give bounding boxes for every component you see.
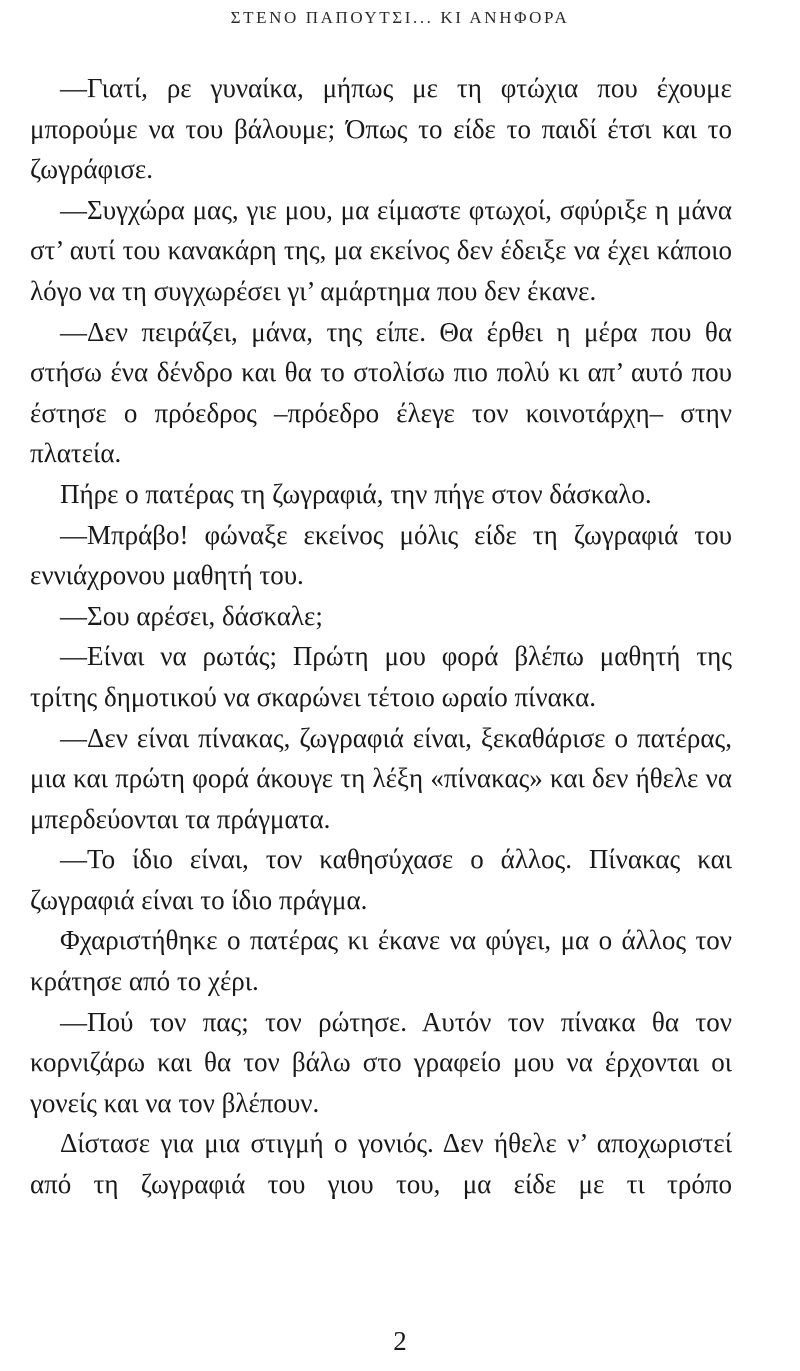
paragraph: —Δεν πειράζει, μάνα, της είπε. Θα έρθει η μέρα που θα στήσω ένα δένδρο και θα το στολίσω πιο πολύ κι απ’ αυτό που έστησε ο πρόεδρος –πρόεδρο έλεγε τον κοινοτάρχη– στην πλατεία.: [30, 316, 732, 469]
page-number: 2: [393, 1326, 407, 1356]
paragraph: —Δεν είναι πίνακας, ζωγραφιά είναι, ξεκαθάρισε ο πατέρας, μια και πρώτη φορά άκουγε τη λέξη «πίνακας» και δεν ήθελε να μπερδεύονται τα πράγματα.: [30, 722, 732, 834]
paragraph: —Το ίδιο είναι, τον καθησύχασε ο άλλος. Πίνακας και ζωγραφιά είναι το ίδιο πράγμα.: [30, 844, 732, 915]
paragraph: —Συγχώρα μας, γιε μου, μα είμαστε φτωχοί, σφύριξε η μάνα στ’ αυτί του κανακάρη της, μα εκείνος δεν έδειξε να έχει κάποιο λόγο να τη συγχωρέσει γι’ αμάρτημα που δεν έκανε.: [30, 194, 732, 306]
paragraph: —Σου αρέσει, δάσκαλε;: [60, 600, 323, 631]
body-text: [30, 68, 732, 1205]
paragraph: —Πού τον πας; τον ρώτησε. Αυτόν τον πίνακα θα τον κορνιζάρω και θα τον βάλω στο γραφείο μου να έρχονται οι γονείς και να τον βλέπουν.: [30, 1006, 732, 1118]
paragraph: Φχαριστήθηκε ο πατέρας κι έκανε να φύγει, μα ο άλλος τον κράτησε από το χέρι.: [30, 925, 732, 997]
paragraph: —Μπράβο! φώναξε εκείνος μόλις είδε τη ζωγραφιά του εννιάχρονου μαθητή του.: [30, 519, 732, 591]
paragraph: Δίστασε για μια στιγμή ο γονιός. Δεν ήθελε ν’ αποχωριστεί από τη ζωγραφιά του γιου του, μα είδε με τι τρόπο: [30, 1128, 732, 1200]
paragraph: —Είναι να ρωτάς; Πρώτη μου φορά βλέπω μαθητή της τρίτης δημοτικού να σκαρώνει τέτοιο ωραίο πίνακα.: [30, 641, 732, 712]
running-head: ΣΤΕΝΟ ΠΑΠΟΥΤΣΙ... ΚΙ ΑΝΗΦΟΡΑ: [230, 8, 570, 27]
paragraph: —Γιατί, ρε γυναίκα, μήπως με τη φτώχια που έχουμε μπορούμε να του βάλουμε; Όπως το είδε το παιδί έτσι και το ζωγράφισε.: [30, 73, 732, 185]
paragraph: Πήρε ο πατέρας τη ζωγραφιά, την πήγε στον δάσκαλο.: [60, 478, 652, 509]
